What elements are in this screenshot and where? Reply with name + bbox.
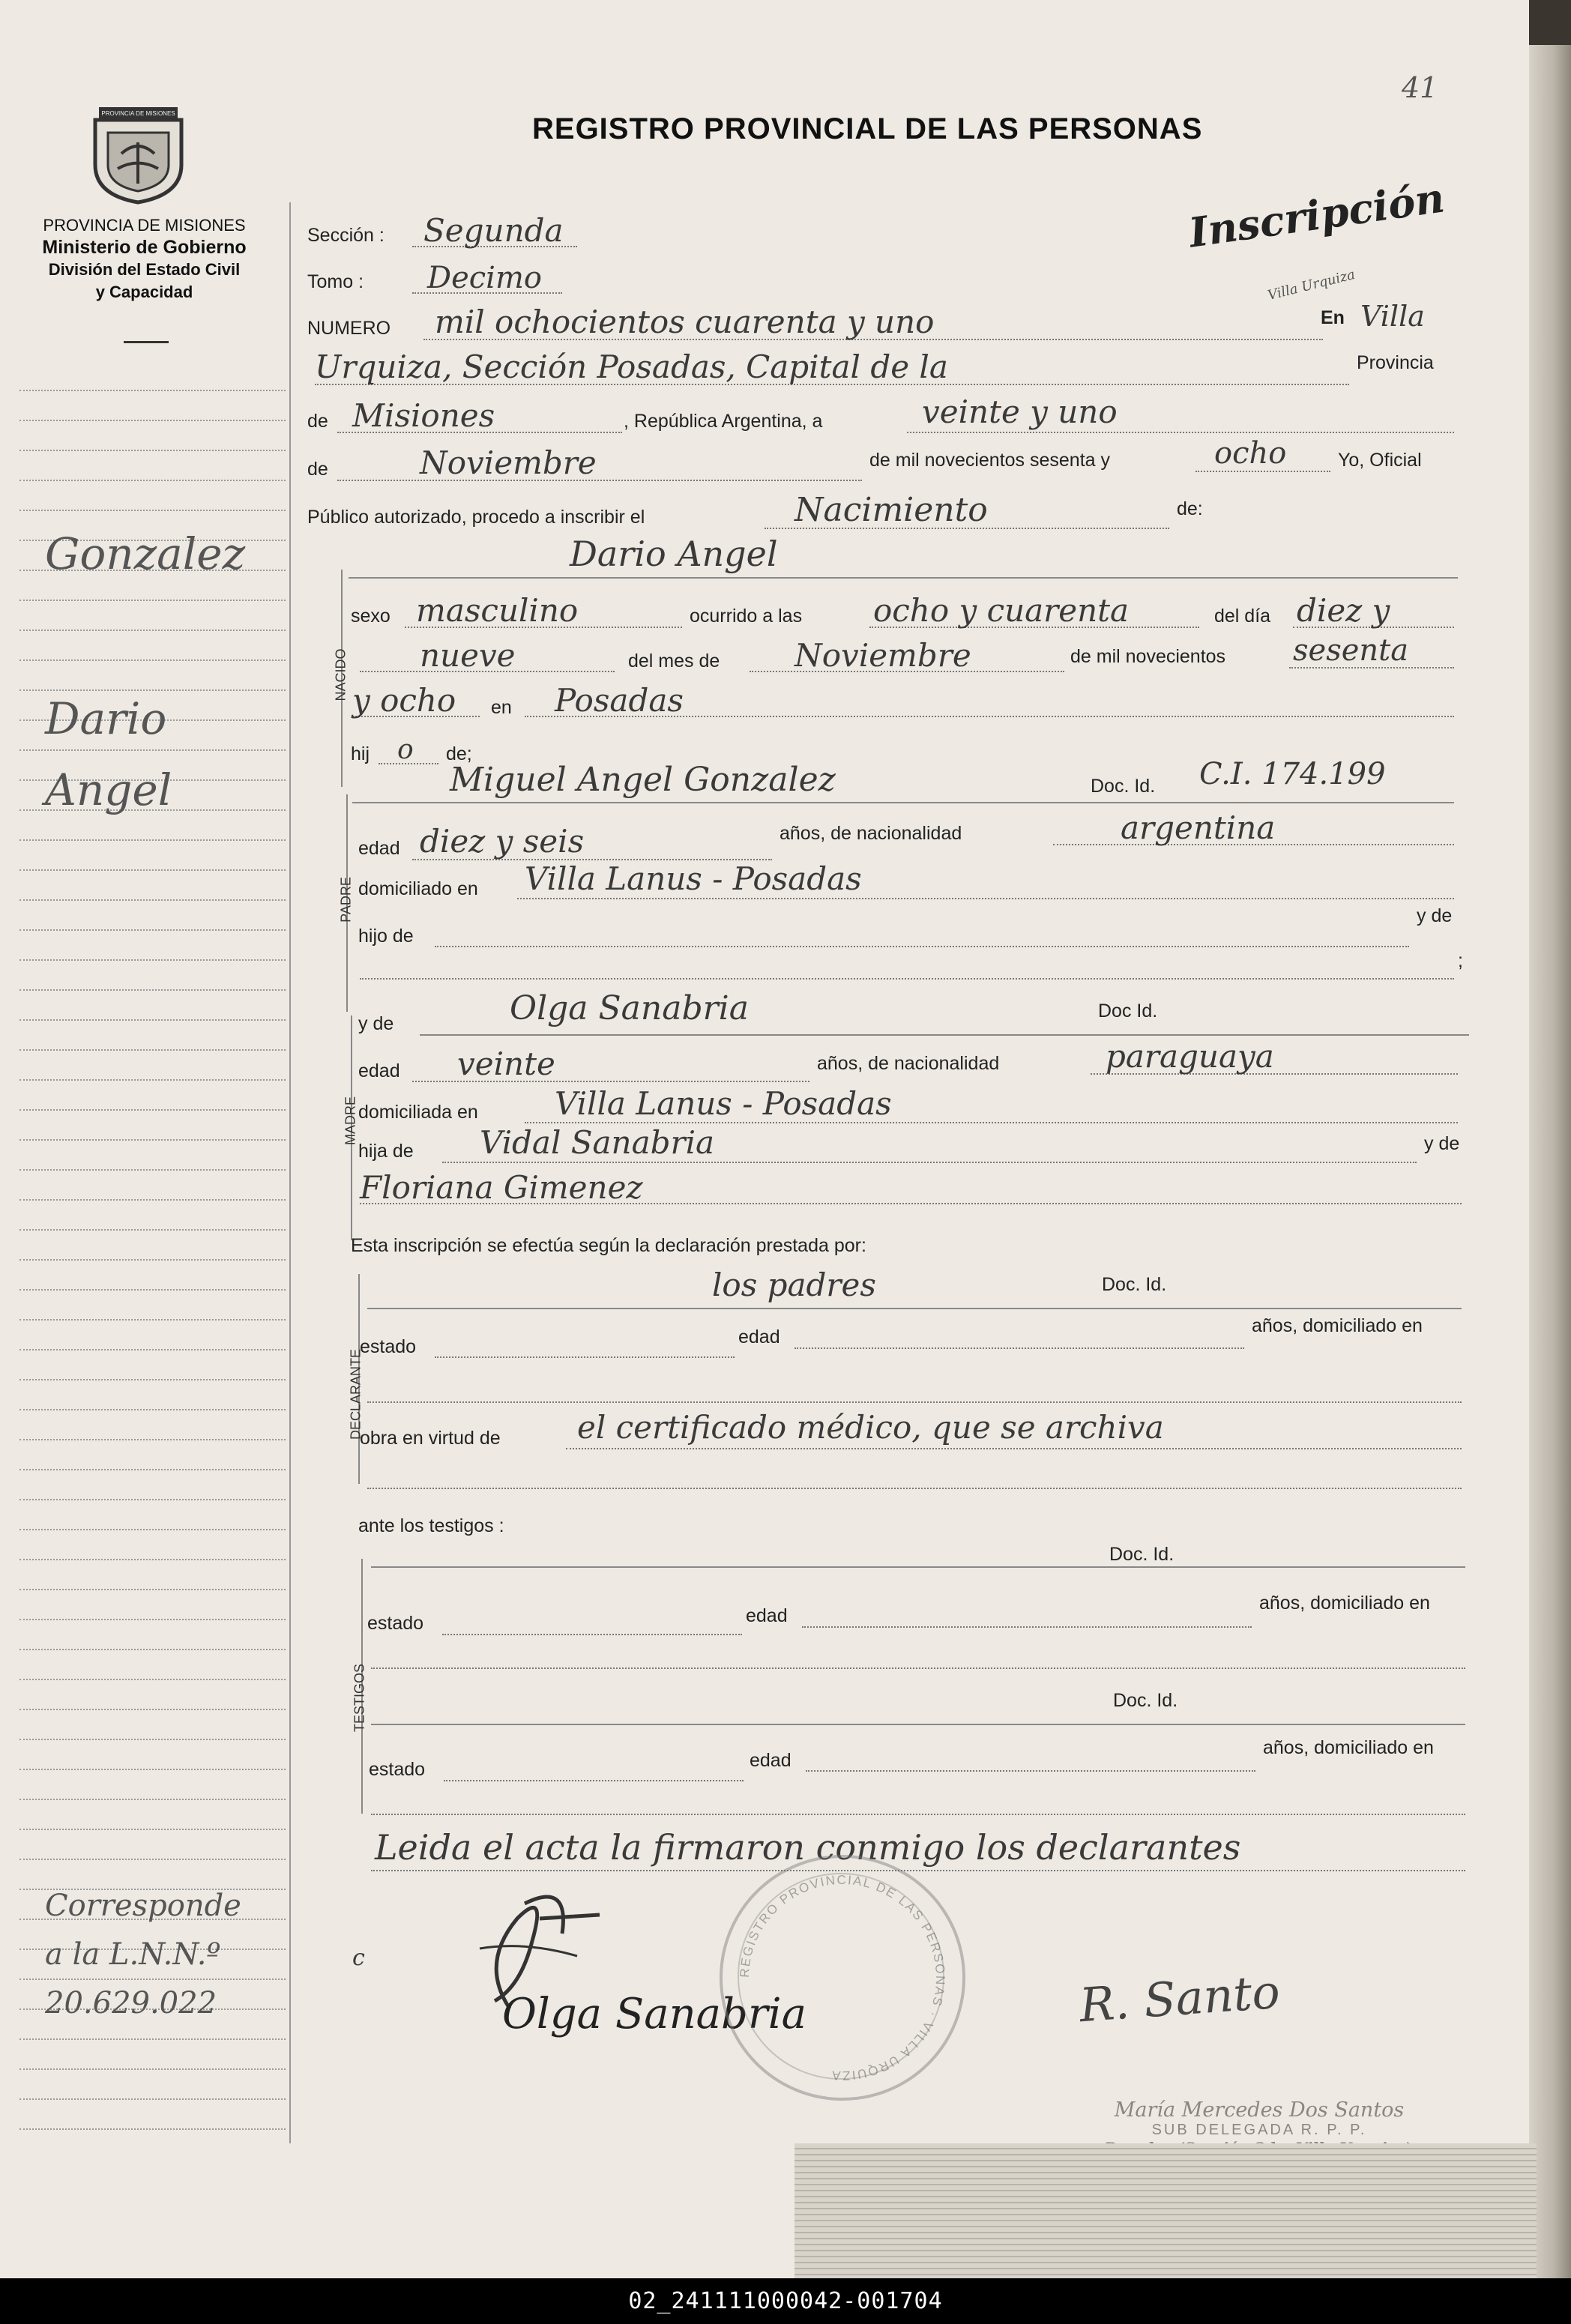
value-lugar-nac: Posadas [555,682,684,719]
margin-dotted-line [19,1319,286,1321]
value-nombre: Dario Angel [570,534,778,574]
registry-round-stamp [720,1855,965,2101]
page-number: 41 [1402,71,1438,104]
header-capacity: y Capacidad [95,283,193,301]
label-estado3: estado [369,1759,426,1780]
value-anio-nac: sesenta [1293,633,1409,668]
side-label-madre: MADRE [343,1096,358,1146]
margin-dotted-line [19,1169,286,1171]
label-mil-novecientos-2: de mil novecientos [1070,646,1226,667]
dotted-line [566,1448,1462,1449]
provincial-seal [84,101,193,206]
margin-dotted-line [19,1349,286,1350]
small-stamp: Villa Urquiza [1266,266,1357,304]
label-de2: de [307,459,328,480]
value-sexo: masculino [416,592,579,629]
value-padre-nac: argentina [1121,809,1276,846]
dotted-line [442,1162,1417,1163]
label-sexo: sexo [351,606,391,627]
value-inscribir: Nacimiento [794,491,988,529]
margin-dotted-line [19,839,286,841]
value-anio-nac2: y ocho [352,682,456,719]
margin-dotted-line [19,1079,286,1081]
dotted-line [907,432,1454,433]
label-provincia: Provincia [1357,352,1434,373]
label-obra: obra en virtud de [360,1428,501,1449]
value-anio: ocho [1214,436,1287,471]
dotted-line [794,1347,1244,1349]
value-dia: veinte y uno [922,393,1118,430]
value-hijo-o: o [397,734,414,765]
label-estado: estado [360,1336,417,1357]
margin-dotted-line [19,899,286,901]
label-ocurrido: ocurrido a las [690,606,803,627]
label-de3: de; [446,743,472,764]
dotted-line [517,898,1454,899]
label-edad-test1: edad [746,1605,788,1626]
page-edge [1529,45,1571,2278]
label-ante: ante los testigos : [358,1515,504,1536]
margin-dotted-line [19,2068,286,2070]
mother-signature: Olga Sanabria [502,1990,806,2038]
value-madre-nac: paraguaya [1106,1038,1274,1075]
label-domiciliado: domiciliado en [358,878,478,899]
value-seccion: Segunda [423,212,564,249]
value-dia-nac2: nueve [420,637,516,674]
margin-dotted-line [19,689,286,691]
dotted-line [435,946,1409,947]
label-yo-oficial: Yo, Oficial [1338,450,1422,471]
margin-dotted-line [19,510,286,511]
official-name: María Mercedes Dos Santos [1114,2098,1405,2122]
dotted-line [371,1667,1465,1669]
margin-dotted-line [19,2098,286,2100]
label-doc-id5: Doc. Id. [1113,1690,1178,1711]
label-domiciliada: domiciliada en [358,1102,478,1123]
margin-dotted-line [19,1409,286,1410]
margin-dotted-line [19,450,286,451]
name-line [349,577,1458,579]
margin-dotted-line [19,2128,286,2130]
margin-dotted-line [19,959,286,961]
margin-dotted-line [19,2038,286,2040]
margin-divider [289,202,291,2143]
label-anos-dom2: años, domiciliado en [1259,1593,1430,1614]
label-republica: , República Argentina, a [624,411,823,432]
label-doc-id2: Doc Id. [1098,1000,1158,1021]
label-hijo: hij [351,743,370,764]
dotted-line [360,978,1454,980]
margin-name2: Angel [45,764,172,815]
margin-corresponde: Corresponde [45,1889,241,1923]
value-provincia: Misiones [352,397,495,434]
svg-text:REGISTRO PROVINCIAL DE LAS PER [738,1873,947,2083]
label-hija-de: hija de [358,1141,414,1162]
dotted-line [525,1122,1458,1123]
side-label-testigos: TESTIGOS [352,1664,367,1733]
dotted-line [802,1626,1252,1628]
label-anos-dom3: años, domiciliado en [1263,1737,1434,1758]
official-signature: R. Santo [1077,1964,1282,2033]
value-en: Villa [1360,300,1425,333]
margin-dotted-line [19,480,286,481]
margin-dotted-line [19,630,286,631]
testigo1-line [371,1566,1465,1568]
label-mil-novecientos: de mil novecientos sesenta y [869,450,1111,471]
margin-dotted-line [19,1829,286,1830]
madre-line [420,1034,1469,1036]
label-del-mes: del mes de [628,651,720,671]
value-leida: Leida el acta la firmaron conmigo los declarantes [375,1827,1241,1868]
label-doc-id: Doc. Id. [1091,776,1156,797]
side-label-declarante: DECLARANTE [348,1348,364,1440]
official-title: SUB DELEGADA R. P. P. [1151,2122,1367,2138]
value-madre-dom: Villa Lanus - Posadas [555,1085,892,1122]
header-province: PROVINCIA DE MISIONES [43,216,246,235]
margin-dotted-line [19,1019,286,1021]
margin-number: 20.629.022 [45,1986,217,2020]
value-padre: Miguel Angel Gonzalez [450,761,836,799]
label-y-de2: y de [358,1013,394,1034]
signature-mark: c [352,1945,365,1971]
stacked-pages [794,2143,1537,2278]
margin-dotted-line [19,1589,286,1590]
label-hijo-de: hijo de [358,926,414,947]
value-padre-edad: diez y seis [420,823,585,860]
label-numero: NUMERO [307,318,391,339]
label-anos-nac: años, de nacionalidad [780,823,962,844]
margin-dotted-line [19,1529,286,1530]
value-dia-nac: diez y [1297,592,1390,629]
declarante-line [367,1308,1462,1309]
margin-dotted-line [19,600,286,601]
margin-dotted-line [19,1739,286,1740]
margin-dotted-line [19,989,286,991]
value-tomo: Decimo [427,261,542,295]
side-label-nacido: NACIDO [333,648,349,701]
value-mes: Noviembre [420,444,597,481]
margin-dotted-line [19,1379,286,1380]
value-madre-edad: veinte [457,1045,555,1082]
margin-dotted-line [19,1439,286,1440]
dotted-line [442,1634,742,1635]
margin-dotted-line [19,1769,286,1770]
margin-dotted-line [19,1139,286,1141]
label-y-de3: y de [1424,1133,1460,1154]
label-edad: edad [358,838,400,859]
image-caption: 02_241111000042-001704 [0,2278,1571,2324]
label-doc-id4: Doc. Id. [1109,1544,1175,1565]
margin-dotted-line [19,1199,286,1201]
label-tomo: Tomo : [307,271,364,292]
margin-dotted-line [19,1649,286,1650]
dotted-line [444,1780,744,1781]
padre-line [352,802,1454,803]
label-seccion: Sección : [307,225,385,246]
label-en: En [1321,307,1345,328]
margin-surname: Gonzalez [45,528,246,579]
label-esta-inscripcion: Esta inscripción se efectúa según la declaración prestada por: [351,1235,866,1256]
value-madre-padre: Vidal Sanabria [480,1124,715,1161]
value-declarante: los padres [712,1267,876,1303]
dotted-line [806,1770,1255,1772]
value-madre: Olga Sanabria [510,989,749,1027]
margin-dotted-line [19,869,286,871]
label-en2: en [491,697,512,718]
margin-dotted-line [19,1259,286,1261]
testigo2-line [371,1724,1465,1725]
label-edad-decl: edad [738,1327,780,1347]
value-obra: el certificado médico, que se archiva [577,1409,1164,1446]
seal-text: PROVINCIA DE MISIONES [101,110,175,117]
dotted-line [337,480,862,481]
margin-dotted-line [19,1859,286,1860]
margin-dotted-line [19,1979,286,1980]
margin-dotted-line [19,420,286,421]
value-hora: ocho y cuarenta [873,592,1130,629]
label-estado2: estado [367,1613,424,1634]
margin-dotted-line [19,390,286,391]
margin-dotted-line [19,660,286,661]
value-padre-doc: C.I. 174.199 [1199,757,1386,791]
label-edad-madre: edad [358,1060,400,1081]
margin-dotted-line [19,1109,286,1111]
margin-lnn: a la L.N.N.º [45,1937,221,1972]
ministry-header [0,215,289,304]
value-numero: mil ochocientos cuarenta y uno [435,304,935,340]
value-lugar: Urquiza, Sección Posadas, Capital de la [315,348,948,385]
inscripcion-stamp: Inscripción [1186,173,1447,257]
label-anos-dom: años, domiciliado en [1252,1315,1423,1336]
margin-dotted-line [19,1619,286,1620]
label-publico: Público autorizado, procedo a inscribir el [307,507,645,528]
margin-dotted-line [19,1799,286,1800]
margin-dotted-line [19,749,286,751]
margin-dotted-line [19,1499,286,1500]
margin-dotted-line [19,1289,286,1291]
label-de: de [307,411,328,432]
label-y-de: y de [1417,905,1453,926]
dotted-line [1195,471,1330,472]
margin-dotted-line [19,1049,286,1051]
margin-dotted-line [19,1559,286,1560]
dotted-line [367,1488,1462,1489]
margin-dotted-line [19,929,286,931]
semicolon: ; [1458,950,1463,971]
label-anos-nac-madre: años, de nacionalidad [817,1053,1000,1074]
round-stamp-text: REGISTRO PROVINCIAL DE LAS PERSONAS · VILLA URQUIZA [737,1872,948,2083]
margin-name1: Dario [45,693,167,744]
header-ministry: Ministerio de Gobierno [42,237,247,258]
margin-dotted-line [19,1679,286,1680]
document-title: REGISTRO PROVINCIAL DE LAS PERSONAS [532,112,1203,145]
header-division: División del Estado Civil [48,260,241,279]
dotted-line [371,1814,1465,1815]
value-madre-madre: Floriana Gimenez [360,1169,643,1206]
label-del-dia: del día [1214,606,1271,627]
side-label-padre: PADRE [338,877,354,923]
dotted-line [435,1356,735,1358]
value-padre-dom: Villa Lanus - Posadas [525,860,862,897]
header-rule [124,341,169,343]
value-mes-nac: Noviembre [794,637,971,674]
margin-dotted-line [19,1229,286,1231]
margin-dotted-line [19,1469,286,1470]
dotted-line [367,1401,1462,1403]
label-de-colon: de: [1177,498,1203,519]
margin-dotted-line [19,1709,286,1710]
label-edad-test2: edad [750,1750,791,1771]
label-doc-id3: Doc. Id. [1102,1274,1167,1295]
